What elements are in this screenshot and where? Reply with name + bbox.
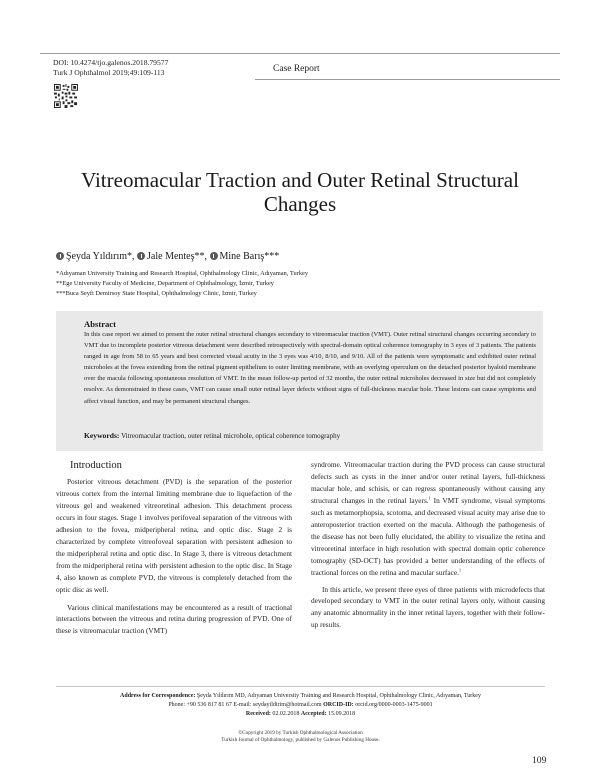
abstract-text: In this case report we aimed to present the outer retinal structural changes secondary to vitreomacular traction (VMT). Outer retinal structural changes occurring secondary to VMT due to incomplete posterior vitreous detachment were described retrospectively with spectral-domain optical coherence tomography in 3 eyes of 3 patients. The patients ranged in age from 58 to 65 years and best corrected visual acuity in the 3 eyes was 4/10, 8/10, and 9/10. All of the patients were symptomatic and exhibited outer retinal microholes at the fovea extending from the retinal pigment epithelium to outer limiting membrane, with an overlying operculum on the detached posterior hyaloid membrane over the macula following spontaneous resolution of VMT. In the mean follow-up period of 32 months, the outer retinal microholes decreased in size but did not completely resolve. As demonstrated in these cases, VMT can cause small outer retinal layer defects without signs of full-thickness macular hole. These lesions can cause symptoms and affect visual function, and may be permanent structural changes. [84, 331, 536, 405]
correspondence-label: Address for Correspondence: [120, 693, 196, 699]
orcid-icon[interactable] [210, 252, 218, 260]
footer-rule [56, 686, 545, 687]
paragraph: Posterior vitreous detachment (PVD) is the separation of the posterior vitreous cortex from the internal limiting membrane due to liquefaction of the vitreous gel and weakened vitreoretinal adhesion. This detachment process occurs in four stages. Stage 1 involves perifoveal separation of the vitreous with adhesion to the fovea, midperipheral retina, and optic disc. Stage 2 is characterized by complete vitreofoveal separation with persistent adhesion to the midperipheral retina and optic disc. In Stage 3, there is vitreous detachment from the midperipheral retina with persistent adhesion to the optic disc. In Stage 4, also known as complete PVD, the vitreous is completely detached from the optic disc as well. [56, 477, 292, 594]
received-date: 02.02.2018 [272, 711, 300, 718]
right-column [311, 459, 545, 631]
orcid-icon[interactable] [137, 252, 145, 260]
phone-email[interactable]: Phone: +90 536 817 81 67 E-mail: seydayildirim@hotmail.com [168, 702, 322, 709]
accepted-label: Accepted: [300, 711, 327, 718]
citation: Turk J Ophthalmol 2019;49:109-113 [53, 68, 165, 77]
publisher-line: Turkish Journal of Ophthalmology, published by Galenos Publishing House. [221, 737, 380, 744]
keywords [84, 431, 536, 440]
keywords-text: Vitreomacular traction, outer retinal microhole, optical coherence tomography [121, 432, 341, 440]
orcid-link[interactable]: orcid.org/0000-0003-1475-9001 [355, 702, 433, 709]
left-column [56, 476, 292, 637]
author-name: Şeyda Yıldırım*, [66, 251, 135, 262]
keywords-label: Keywords: [84, 431, 120, 440]
paragraph-text: syndrome. Vitreomacular traction during the PVD process can cause structural defects such as cysts in the inner and/or outer retinal layers, full-thickness macular hole, and schisis, or can regress spontaneously without causing any structural changes in the retinal layers. [311, 460, 545, 505]
paragraph: Various clinical manifestations may be encountered as a result of tractional interactions between the vitreous and retina during progression of PVD. One of these is vitreomacular traction (VMT) [56, 602, 292, 636]
article-type-rule [255, 79, 560, 80]
correspondence-address: Şeyda Yıldırım MD, Adıyaman University Training and Research Hospital, Ophthalmology Clinic, Adıyaman, Turkey [196, 693, 481, 699]
page-number: 109 [532, 755, 547, 766]
author-name: Jale Menteş**, [147, 251, 208, 262]
affiliation: ***Buca Seyfi Demirsoy State Hospital, Ophthalmology Clinic, İzmir, Turkey [56, 290, 257, 297]
article-meta [53, 58, 168, 78]
copyright-line: ©Copyright 2019 by Turkish Ophthalmological Association [238, 730, 363, 736]
affiliation: **Ege University Faculty of Medicine, Department of Ophthalmology, İzmir, Turkey [56, 280, 274, 287]
affiliation: *Adıyaman University Training and Research Hospital, Ophthalmology Clinic, Adıyaman, Turkey [56, 270, 309, 277]
author-name: Mine Barış*** [219, 251, 280, 262]
author-list [56, 251, 279, 262]
doi[interactable]: DOI: 10.4274/tjo.galenos.2018.79577 [53, 58, 169, 67]
paragraph-text: In VMT syndrome, visual symptoms such as metamorphopsia, scotoma, and decreased visual acuity may arise due to anteroposterior traction exerted on the macula. Although the pathogenesis of the disease has not been fully elucidated, the ability to visualize the retina and vitreoretinal interface in high resolution with spectral domain optic coherence tomography (SD-OCT) has provided a better understanding of the effects of tractional forces on the retina and macular surface. [311, 495, 545, 577]
paragraph: In this article, we present three eyes of three patients with microdefects that developed secondary to VMT in the outer retinal layers only, without causing any anatomic abnormality in the inner retinal layers, together with their follow-up results. [311, 584, 545, 630]
contact-line [56, 701, 545, 710]
abstract-heading: Abstract [84, 319, 116, 329]
reference-marker[interactable]: 1 [458, 567, 462, 573]
qr-code-icon [54, 84, 78, 108]
orcid-icon[interactable] [56, 252, 64, 260]
correspondence-block [56, 692, 545, 719]
received-label: Received: [245, 711, 271, 718]
reference-marker[interactable]: 1 [428, 495, 431, 501]
title-line-2: Changes [263, 192, 337, 216]
copyright [56, 730, 545, 745]
article-title [40, 168, 560, 216]
article-type: Case Report [273, 64, 320, 74]
header-rule [40, 53, 560, 54]
correspondence-line [56, 692, 545, 701]
dates-line [56, 710, 545, 719]
accepted-date: 15.09.2018 [328, 711, 356, 718]
title-line-1: Vitreomacular Traction and Outer Retinal Structural [81, 168, 519, 192]
section-heading-introduction: Introduction [70, 460, 122, 471]
orcid-label: ORCID-ID: [323, 702, 354, 709]
paragraph [311, 459, 545, 579]
